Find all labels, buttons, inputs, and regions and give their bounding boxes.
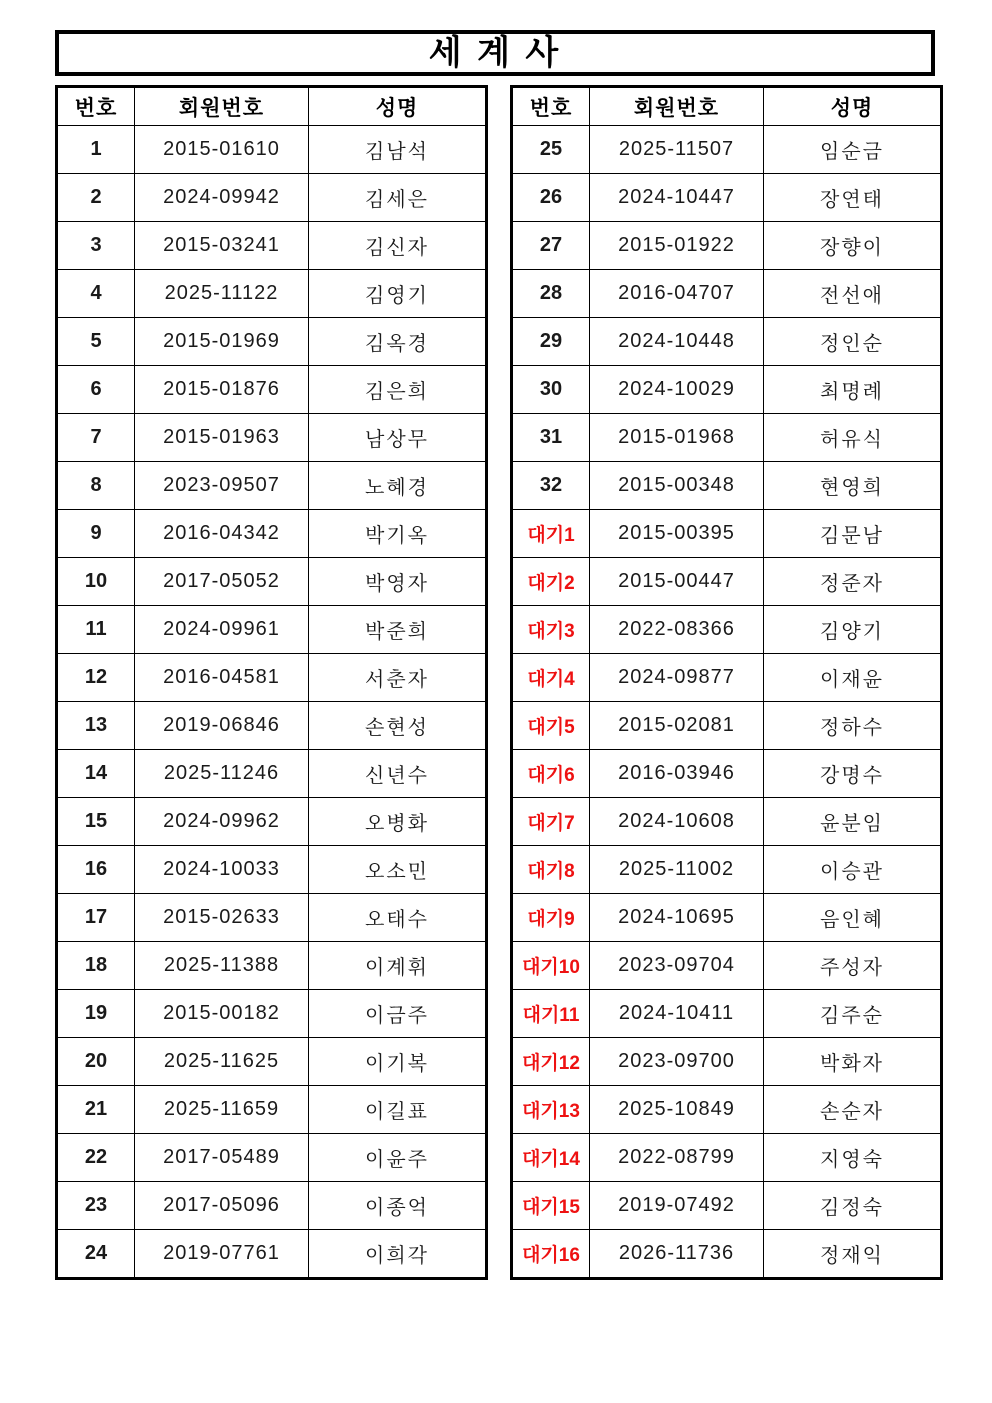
name-cell: 윤분임 <box>764 798 942 846</box>
row-number-cell: 16 <box>57 846 135 894</box>
table-row <box>512 1182 942 1230</box>
name-cell: 이금주 <box>309 990 487 1038</box>
member-id-cell: 2015-02081 <box>590 702 764 750</box>
name-cell: 김옥경 <box>309 318 487 366</box>
roster-table-left <box>55 85 488 1280</box>
table-row <box>57 366 487 414</box>
member-id-cell: 2019-07761 <box>135 1230 309 1279</box>
roster-table-right <box>510 85 943 1280</box>
row-number-cell: 27 <box>512 222 590 270</box>
row-number-cell: 18 <box>57 942 135 990</box>
name-cell: 오소민 <box>309 846 487 894</box>
waitlist-number-cell: 대기14 <box>512 1134 590 1182</box>
table-body-right <box>512 126 942 1279</box>
table-row <box>512 1230 942 1279</box>
row-number-cell: 4 <box>57 270 135 318</box>
waitlist-number-cell: 대기9 <box>512 894 590 942</box>
row-number-cell: 24 <box>57 1230 135 1279</box>
name-cell: 정하수 <box>764 702 942 750</box>
member-id-cell: 2016-04707 <box>590 270 764 318</box>
table-row <box>512 558 942 606</box>
name-cell: 박준희 <box>309 606 487 654</box>
name-cell: 손현성 <box>309 702 487 750</box>
member-id-cell: 2025-11246 <box>135 750 309 798</box>
member-id-cell: 2024-09942 <box>135 174 309 222</box>
member-id-cell: 2025-11625 <box>135 1038 309 1086</box>
table-row <box>57 1182 487 1230</box>
member-id-cell: 2024-09961 <box>135 606 309 654</box>
table-row <box>512 270 942 318</box>
waitlist-number-cell: 대기1 <box>512 510 590 558</box>
member-id-cell: 2015-01876 <box>135 366 309 414</box>
waitlist-number-cell: 대기4 <box>512 654 590 702</box>
table-row <box>57 942 487 990</box>
table-row <box>512 366 942 414</box>
row-number-cell: 20 <box>57 1038 135 1086</box>
table-row <box>512 606 942 654</box>
table-row <box>57 1086 487 1134</box>
table-row <box>57 1038 487 1086</box>
table-row <box>57 654 487 702</box>
name-cell: 전선애 <box>764 270 942 318</box>
member-id-cell: 2022-08366 <box>590 606 764 654</box>
name-cell: 김영기 <box>309 270 487 318</box>
name-cell: 이승관 <box>764 846 942 894</box>
row-number-cell: 21 <box>57 1086 135 1134</box>
name-cell: 최명례 <box>764 366 942 414</box>
member-id-cell: 2024-10608 <box>590 798 764 846</box>
member-id-cell: 2025-11122 <box>135 270 309 318</box>
table-row <box>57 1230 487 1279</box>
name-cell: 김세은 <box>309 174 487 222</box>
table-row <box>57 318 487 366</box>
name-cell: 김남석 <box>309 126 487 174</box>
waitlist-number-cell: 대기12 <box>512 1038 590 1086</box>
member-id-cell: 2015-00447 <box>590 558 764 606</box>
row-number-cell: 5 <box>57 318 135 366</box>
table-row <box>512 990 942 1038</box>
row-number-cell: 7 <box>57 414 135 462</box>
name-cell: 오병화 <box>309 798 487 846</box>
member-id-cell: 2015-01968 <box>590 414 764 462</box>
page-title: 세 계 사 <box>428 34 562 72</box>
member-id-cell: 2015-01969 <box>135 318 309 366</box>
member-id-cell: 2024-10033 <box>135 846 309 894</box>
table-row <box>512 942 942 990</box>
name-cell: 이계휘 <box>309 942 487 990</box>
row-number-cell: 22 <box>57 1134 135 1182</box>
table-row <box>512 414 942 462</box>
waitlist-number-cell: 대기8 <box>512 846 590 894</box>
member-id-cell: 2016-03946 <box>590 750 764 798</box>
name-cell: 음인혜 <box>764 894 942 942</box>
name-cell: 이재윤 <box>764 654 942 702</box>
member-id-cell: 2016-04342 <box>135 510 309 558</box>
waitlist-number-cell: 대기13 <box>512 1086 590 1134</box>
row-number-cell: 29 <box>512 318 590 366</box>
name-cell: 신년수 <box>309 750 487 798</box>
member-id-cell: 2024-10447 <box>590 174 764 222</box>
name-cell: 임순금 <box>764 126 942 174</box>
row-number-cell: 17 <box>57 894 135 942</box>
table-row <box>57 414 487 462</box>
table-row <box>57 990 487 1038</box>
row-number-cell: 30 <box>512 366 590 414</box>
header-row <box>512 87 942 126</box>
name-cell: 장연태 <box>764 174 942 222</box>
table-row <box>57 1134 487 1182</box>
name-cell: 김정숙 <box>764 1182 942 1230</box>
table-row <box>57 558 487 606</box>
member-id-cell: 2019-06846 <box>135 702 309 750</box>
name-cell: 허유식 <box>764 414 942 462</box>
title-box <box>55 30 935 76</box>
name-cell: 박영자 <box>309 558 487 606</box>
name-cell: 강명수 <box>764 750 942 798</box>
member-id-cell: 2017-05489 <box>135 1134 309 1182</box>
member-id-cell: 2015-03241 <box>135 222 309 270</box>
row-number-cell: 26 <box>512 174 590 222</box>
column-header-name: 성명 <box>764 87 942 126</box>
member-id-cell: 2025-10849 <box>590 1086 764 1134</box>
member-id-cell: 2022-08799 <box>590 1134 764 1182</box>
name-cell: 이종억 <box>309 1182 487 1230</box>
column-header-member-id: 회원번호 <box>135 87 309 126</box>
member-id-cell: 2024-10448 <box>590 318 764 366</box>
name-cell: 박기옥 <box>309 510 487 558</box>
name-cell: 이기복 <box>309 1038 487 1086</box>
table-row <box>57 798 487 846</box>
member-id-cell: 2024-10029 <box>590 366 764 414</box>
table-row <box>512 174 942 222</box>
waitlist-number-cell: 대기10 <box>512 942 590 990</box>
member-id-cell: 2024-10695 <box>590 894 764 942</box>
name-cell: 이윤주 <box>309 1134 487 1182</box>
name-cell: 주성자 <box>764 942 942 990</box>
member-id-cell: 2023-09700 <box>590 1038 764 1086</box>
name-cell: 현영희 <box>764 462 942 510</box>
row-number-cell: 15 <box>57 798 135 846</box>
name-cell: 김문남 <box>764 510 942 558</box>
table-row <box>512 1086 942 1134</box>
waitlist-number-cell: 대기3 <box>512 606 590 654</box>
member-id-cell: 2019-07492 <box>590 1182 764 1230</box>
table-row <box>57 510 487 558</box>
name-cell: 김은희 <box>309 366 487 414</box>
column-header-number: 번호 <box>57 87 135 126</box>
table-row <box>512 702 942 750</box>
name-cell: 지영숙 <box>764 1134 942 1182</box>
member-id-cell: 2015-00182 <box>135 990 309 1038</box>
waitlist-number-cell: 대기15 <box>512 1182 590 1230</box>
row-number-cell: 14 <box>57 750 135 798</box>
table-row <box>512 510 942 558</box>
table-row <box>57 462 487 510</box>
member-id-cell: 2023-09704 <box>590 942 764 990</box>
table-body-left <box>57 126 487 1279</box>
row-number-cell: 2 <box>57 174 135 222</box>
table-header <box>512 87 942 126</box>
member-id-cell: 2016-04581 <box>135 654 309 702</box>
member-id-cell: 2024-09962 <box>135 798 309 846</box>
member-id-cell: 2017-05096 <box>135 1182 309 1230</box>
name-cell: 이길표 <box>309 1086 487 1134</box>
name-cell: 박화자 <box>764 1038 942 1086</box>
table-row <box>512 318 942 366</box>
waitlist-number-cell: 대기6 <box>512 750 590 798</box>
name-cell: 정준자 <box>764 558 942 606</box>
table-row <box>512 462 942 510</box>
waitlist-number-cell: 대기5 <box>512 702 590 750</box>
name-cell: 정재익 <box>764 1230 942 1279</box>
member-id-cell: 2015-00395 <box>590 510 764 558</box>
row-number-cell: 25 <box>512 126 590 174</box>
row-number-cell: 3 <box>57 222 135 270</box>
name-cell: 노혜경 <box>309 462 487 510</box>
table-row <box>512 654 942 702</box>
column-header-number: 번호 <box>512 87 590 126</box>
table-row <box>512 798 942 846</box>
table-row <box>57 606 487 654</box>
table-row <box>57 126 487 174</box>
waitlist-number-cell: 대기11 <box>512 990 590 1038</box>
member-id-cell: 2024-09877 <box>590 654 764 702</box>
name-cell: 김신자 <box>309 222 487 270</box>
header-row <box>57 87 487 126</box>
table-row <box>57 750 487 798</box>
name-cell: 김주순 <box>764 990 942 1038</box>
member-id-cell: 2024-10411 <box>590 990 764 1038</box>
roster-tables <box>55 85 937 1280</box>
name-cell: 이희각 <box>309 1230 487 1279</box>
row-number-cell: 12 <box>57 654 135 702</box>
row-number-cell: 11 <box>57 606 135 654</box>
table-row <box>57 174 487 222</box>
name-cell: 장향이 <box>764 222 942 270</box>
member-id-cell: 2025-11388 <box>135 942 309 990</box>
table-row <box>512 1134 942 1182</box>
member-id-cell: 2015-01922 <box>590 222 764 270</box>
member-id-cell: 2025-11659 <box>135 1086 309 1134</box>
column-header-member-id: 회원번호 <box>590 87 764 126</box>
member-id-cell: 2025-11002 <box>590 846 764 894</box>
member-id-cell: 2015-00348 <box>590 462 764 510</box>
row-number-cell: 9 <box>57 510 135 558</box>
name-cell: 김양기 <box>764 606 942 654</box>
name-cell: 오태수 <box>309 894 487 942</box>
row-number-cell: 6 <box>57 366 135 414</box>
table-row <box>57 222 487 270</box>
table-row <box>57 270 487 318</box>
member-id-cell: 2015-01963 <box>135 414 309 462</box>
row-number-cell: 32 <box>512 462 590 510</box>
row-number-cell: 10 <box>57 558 135 606</box>
table-row <box>57 702 487 750</box>
member-id-cell: 2026-11736 <box>590 1230 764 1279</box>
waitlist-number-cell: 대기16 <box>512 1230 590 1279</box>
name-cell: 정인순 <box>764 318 942 366</box>
row-number-cell: 31 <box>512 414 590 462</box>
table-row <box>57 894 487 942</box>
member-id-cell: 2025-11507 <box>590 126 764 174</box>
row-number-cell: 8 <box>57 462 135 510</box>
table-row <box>512 222 942 270</box>
table-row <box>512 750 942 798</box>
waitlist-number-cell: 대기2 <box>512 558 590 606</box>
table-row <box>512 1038 942 1086</box>
member-id-cell: 2017-05052 <box>135 558 309 606</box>
member-id-cell: 2023-09507 <box>135 462 309 510</box>
table-row <box>512 126 942 174</box>
row-number-cell: 28 <box>512 270 590 318</box>
table-row <box>512 846 942 894</box>
member-id-cell: 2015-02633 <box>135 894 309 942</box>
member-id-cell: 2015-01610 <box>135 126 309 174</box>
table-row <box>57 846 487 894</box>
row-number-cell: 1 <box>57 126 135 174</box>
table-row <box>512 894 942 942</box>
name-cell: 손순자 <box>764 1086 942 1134</box>
name-cell: 남상무 <box>309 414 487 462</box>
name-cell: 서춘자 <box>309 654 487 702</box>
row-number-cell: 19 <box>57 990 135 1038</box>
row-number-cell: 13 <box>57 702 135 750</box>
table-header <box>57 87 487 126</box>
row-number-cell: 23 <box>57 1182 135 1230</box>
column-header-name: 성명 <box>309 87 487 126</box>
waitlist-number-cell: 대기7 <box>512 798 590 846</box>
